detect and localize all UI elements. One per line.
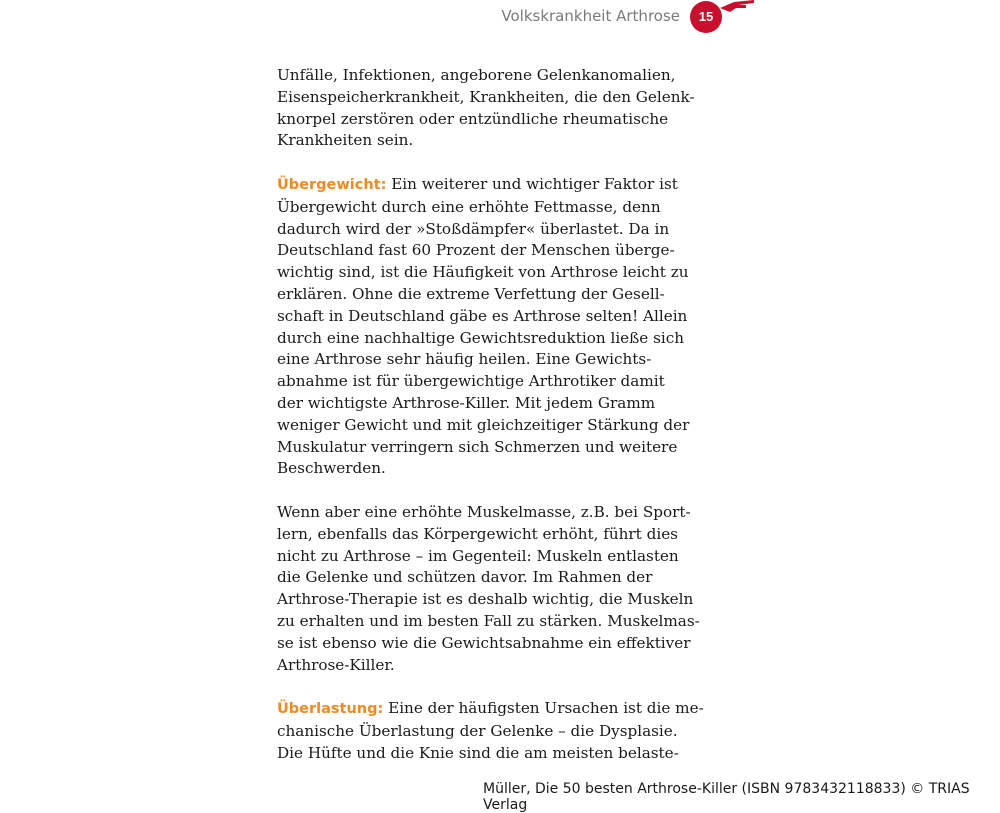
footer-citation: Müller, Die 50 besten Arthrose-Killer (ISBN 9783432118833) © TRIAS Verlag [483, 781, 970, 813]
text-line: Arthrose-Killer. [277, 655, 395, 674]
text-line: Muskulatur verringern sich Schmerzen und weitere [277, 437, 678, 456]
text-line: nicht zu Arthrose – im Gegenteil: Muskeln entlasten [277, 546, 679, 565]
text-line: eine Arthrose sehr häufig heilen. Eine Gewichts- [277, 350, 652, 369]
text-line: wichtig sind, ist die Häufigkeit von Arthrose leicht zu [277, 263, 689, 282]
text-line: dadurch wird der »Stoßdämpfer« überlastet. Da in [277, 219, 670, 238]
text-line: Wenn aber eine erhöhte Muskelmasse, z.B. bei Sport- [277, 502, 691, 521]
paragraph-overweight [277, 174, 690, 480]
text-line: abnahme ist für übergewichtige Arthrotiker damit [277, 372, 665, 391]
text-line: se ist ebenso wie die Gewichtsabnahme ein effektiver [277, 633, 691, 652]
text-line [277, 174, 687, 197]
text-line: die Gelenke und schützen davor. Im Rahmen der [277, 568, 653, 587]
text-line: durch eine nachhaltige Gewichtsreduktion ließe sich [277, 328, 685, 347]
paragraph-causes [277, 65, 695, 152]
paragraph-overload [277, 698, 704, 764]
text-line: Beschwerden. [277, 459, 386, 478]
text-line: knorpel zerstören oder entzündliche rheumatische [277, 109, 669, 128]
text-line: Eisenspeicherkrankheit, Krankheiten, die den Gelenk- [277, 87, 695, 106]
running-head-title: Volkskrankheit Arthrose [501, 7, 680, 25]
page-corner-ornament-icon [720, 0, 754, 18]
text-line: chanische Überlastung der Gelenke – die Dysplasie. [277, 721, 678, 740]
text-line: schaft in Deutschland gäbe es Arthrose selten! Allein [277, 306, 688, 325]
page-number-badge: 15 [690, 1, 722, 33]
text-line: Krankheiten sein. [277, 131, 414, 150]
text-line: zu erhalten und im besten Fall zu stärken. Muskelmas- [277, 611, 700, 630]
text-line: Unfälle, Infektionen, angeborene Gelenkanomalien, [277, 66, 676, 84]
keyword-overweight: Übergewicht: [277, 176, 387, 193]
text-line: Arthrose-Therapie ist es deshalb wichtig, die Muskeln [277, 590, 694, 609]
text-line: Deutschland fast 60 Prozent der Menschen überge- [277, 241, 675, 260]
body-text [277, 65, 704, 765]
text-line-rest: Eine der häufigsten Ursachen ist die me- [383, 699, 704, 718]
text-line-rest: Ein weiterer und wichtiger Faktor ist [386, 174, 678, 193]
text-line: lern, ebenfalls das Körpergewicht erhöht, führt dies [277, 524, 678, 543]
text-line: der wichtigste Arthrose-Killer. Mit jedem Gramm [277, 393, 656, 412]
text-line: weniger Gewicht und mit gleichzeitiger Stärkung der [277, 415, 690, 434]
keyword-overload: Überlastung: [277, 701, 384, 718]
text-line [277, 698, 704, 721]
text-line: Die Hüfte und die Knie sind die am meisten belaste- [277, 743, 679, 762]
text-line: erklären. Ohne die extreme Verfettung der Gesell- [277, 284, 665, 303]
text-line: Übergewicht durch eine erhöhte Fettmasse, denn [277, 197, 661, 216]
paragraph-muscle-mass [277, 502, 700, 676]
